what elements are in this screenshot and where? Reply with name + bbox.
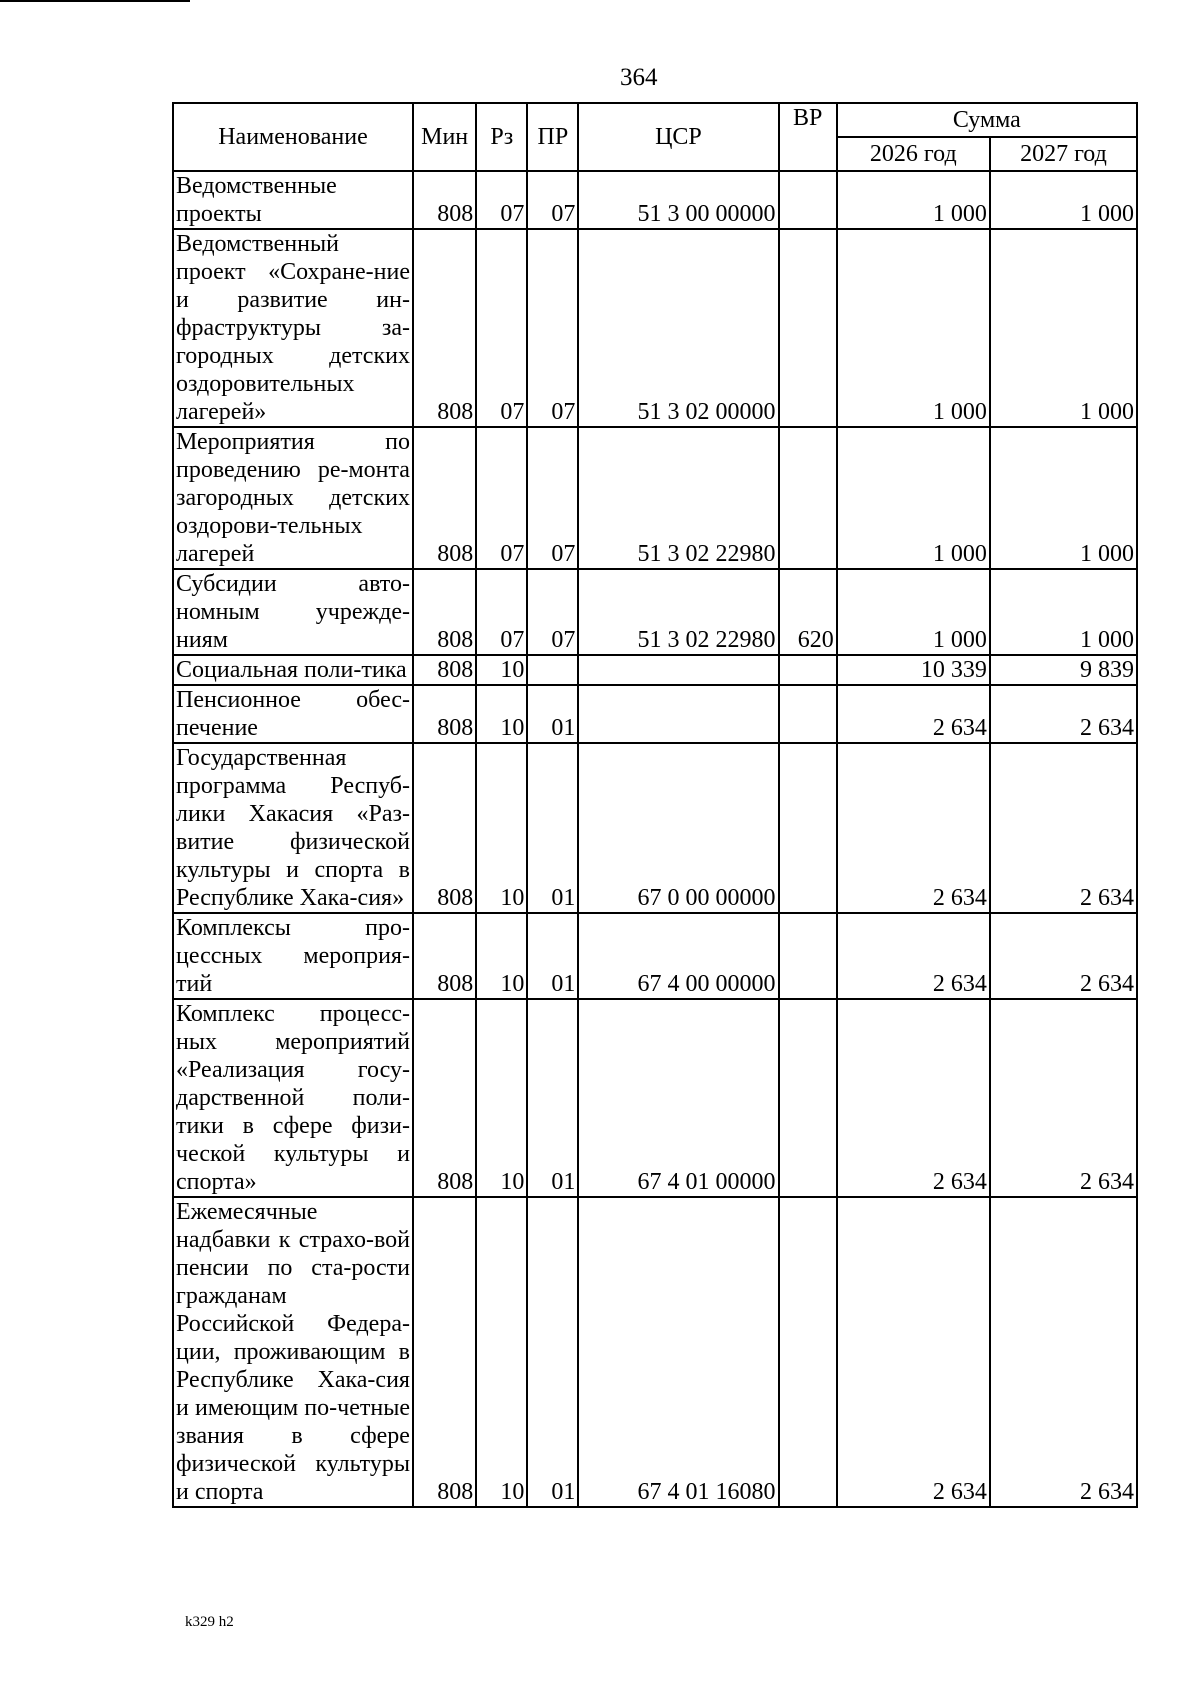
cell-y2026: 1 000: [837, 427, 990, 569]
cell-rz: 07: [476, 229, 527, 427]
table-row: [173, 655, 1137, 685]
cell-vr: [779, 171, 837, 229]
cell-y2026: 1 000: [837, 229, 990, 427]
cell-rz: 10: [476, 685, 527, 743]
cell-name: Субсидии авто-номным учрежде-ниям: [173, 569, 413, 655]
cell-y2027: 9 839: [990, 655, 1137, 685]
cell-y2027: 1 000: [990, 229, 1137, 427]
cell-pr: 01: [527, 685, 578, 743]
cell-name: Ведомственные проекты: [173, 171, 413, 229]
header-pr: ПР: [527, 103, 578, 171]
cell-min: 808: [413, 569, 476, 655]
cell-rz: 10: [476, 913, 527, 999]
cell-y2027: 2 634: [990, 999, 1137, 1197]
cell-y2026: 2 634: [837, 913, 990, 999]
cell-y2027: 2 634: [990, 1197, 1137, 1507]
cell-y2026: 10 339: [837, 655, 990, 685]
cell-csr: [578, 685, 778, 743]
cell-y2026: 2 634: [837, 999, 990, 1197]
cell-pr: 01: [527, 1197, 578, 1507]
cell-pr: 07: [527, 427, 578, 569]
cell-rz: 07: [476, 171, 527, 229]
cell-name: Пенсионное обес-печение: [173, 685, 413, 743]
header-rz: Рз: [476, 103, 527, 171]
header-year-2027: 2027 год: [990, 137, 1137, 171]
cell-y2026: 1 000: [837, 569, 990, 655]
cell-min: 808: [413, 999, 476, 1197]
cell-csr: 51 3 00 00000: [578, 171, 778, 229]
cell-y2027: 1 000: [990, 427, 1137, 569]
cell-pr: 07: [527, 229, 578, 427]
table-row: [173, 569, 1137, 655]
cell-rz: 07: [476, 427, 527, 569]
cell-min: 808: [413, 913, 476, 999]
cell-pr: 01: [527, 999, 578, 1197]
cell-min: 808: [413, 427, 476, 569]
header-name: Наименование: [173, 103, 413, 171]
cell-vr: [779, 655, 837, 685]
cell-y2027: 1 000: [990, 171, 1137, 229]
cell-rz: 10: [476, 655, 527, 685]
cell-name: Государственная программа Респуб-лики Хакасия «Раз-витие физической культуры и спорта в Республике Хака-сия»: [173, 743, 413, 913]
table-row: [173, 999, 1137, 1197]
cell-rz: 10: [476, 999, 527, 1197]
cell-pr: 07: [527, 569, 578, 655]
cell-pr: [527, 655, 578, 685]
cell-y2026: 2 634: [837, 743, 990, 913]
header-vr: ВР: [779, 103, 837, 171]
cell-name: Комплексы про-цессных мероприя-тий: [173, 913, 413, 999]
cell-min: 808: [413, 1197, 476, 1507]
cell-vr: [779, 913, 837, 999]
table-row: [173, 685, 1137, 743]
table-row: [173, 171, 1137, 229]
cell-y2026: 2 634: [837, 685, 990, 743]
header-min: Мин: [413, 103, 476, 171]
table-row: [173, 743, 1137, 913]
cell-y2027: 2 634: [990, 743, 1137, 913]
cell-y2026: 2 634: [837, 1197, 990, 1507]
cell-min: 808: [413, 171, 476, 229]
cell-vr: 620: [779, 569, 837, 655]
table-row: [173, 427, 1137, 569]
cell-vr: [779, 1197, 837, 1507]
cell-rz: 10: [476, 743, 527, 913]
budget-table: [172, 102, 1138, 1508]
cell-csr: 67 4 01 00000: [578, 999, 778, 1197]
footer-code: k329 h2: [185, 1614, 234, 1630]
cell-vr: [779, 685, 837, 743]
cell-name: Ежемесячные надбавки к страхо-вой пенсии по ста-рости гражданам Российской Федера-ции, проживающим в Республике Хака-сия и имеющим по-четные звания в сфере физической культуры и спорта: [173, 1197, 413, 1507]
cell-csr: 67 4 01 16080: [578, 1197, 778, 1507]
cell-min: 808: [413, 743, 476, 913]
page-number: 364: [620, 64, 658, 91]
cell-name: Мероприятия по проведению ре-монта загородных детских оздорови-тельных лагерей: [173, 427, 413, 569]
cell-y2027: 2 634: [990, 913, 1137, 999]
cell-y2027: 2 634: [990, 685, 1137, 743]
cell-vr: [779, 743, 837, 913]
cell-csr: [578, 655, 778, 685]
cell-vr: [779, 427, 837, 569]
header-sum: Сумма: [837, 103, 1137, 137]
cell-csr: 51 3 02 00000: [578, 229, 778, 427]
cell-name: Ведомственный проект «Сохране-ние и развитие ин-фраструктуры за-городных детских оздоровительных лагерей»: [173, 229, 413, 427]
table-row: [173, 229, 1137, 427]
cell-rz: 10: [476, 1197, 527, 1507]
top-rule: [0, 0, 190, 2]
cell-csr: 51 3 02 22980: [578, 569, 778, 655]
table-row: [173, 1197, 1137, 1507]
header-year-2026: 2026 год: [837, 137, 990, 171]
cell-csr: 67 4 00 00000: [578, 913, 778, 999]
cell-csr: 51 3 02 22980: [578, 427, 778, 569]
cell-min: 808: [413, 229, 476, 427]
cell-y2026: 1 000: [837, 171, 990, 229]
cell-min: 808: [413, 655, 476, 685]
cell-y2027: 1 000: [990, 569, 1137, 655]
cell-pr: 07: [527, 171, 578, 229]
header-csr: ЦСР: [578, 103, 778, 171]
cell-min: 808: [413, 685, 476, 743]
table-row: [173, 913, 1137, 999]
table-body: [173, 171, 1137, 1507]
cell-csr: 67 0 00 00000: [578, 743, 778, 913]
cell-name: Социальная поли-тика: [173, 655, 413, 685]
cell-rz: 07: [476, 569, 527, 655]
cell-vr: [779, 999, 837, 1197]
cell-vr: [779, 229, 837, 427]
cell-pr: 01: [527, 913, 578, 999]
cell-name: Комплекс процесс-ных мероприятий «Реализация госу-дарственной поли-тики в сфере физи-ческой культуры и спорта»: [173, 999, 413, 1197]
cell-pr: 01: [527, 743, 578, 913]
